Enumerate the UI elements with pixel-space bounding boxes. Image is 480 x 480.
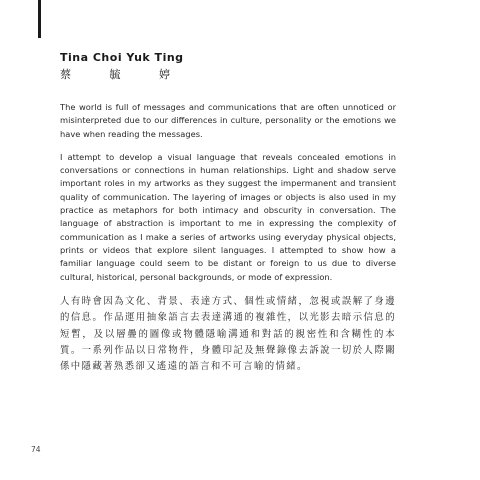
left-margin-rule: [38, 0, 41, 38]
artist-name-chinese-char: 蔡: [60, 68, 71, 81]
artist-name-chinese-char: 毓: [109, 68, 121, 81]
artist-statement: [60, 101, 396, 376]
statement-paragraph-intro: The world is full of messages and communications that are often unnoticed or misinterpreted due to our differences in culture, personality or the emotions we have when reading the messages.: [60, 102, 396, 139]
artist-name-english: Tina Choi Yuk Ting: [60, 51, 184, 64]
page-number: 74: [31, 445, 41, 454]
artist-name-chinese-char: 婷: [159, 68, 170, 81]
statement-paragraph-main: I attempt to develop a visual language that reveals concealed emotions in conversations or connections in human relationships. Light and shadow serve important roles in my artworks as they suggest the impermanent and transient quality of communication. The layering of images or objects is also used in my practice as metaphors for both intimacy and obscurity in conversation. The language of abstraction is important to me in expressing the complexity of communication as I make a series of artworks using everyday physical objects, prints or videos that explore silent languages. I attempted to show how a familiar language could seem to be distant or foreign to us due to diverse cultural, historical, personal backgrounds, or mode of expression.: [60, 151, 396, 282]
artist-name-chinese: [60, 66, 170, 82]
statement-paragraph-chinese: 人有時會因為文化、背景、表達方式、個性或情緒，忽視或誤解了身邊的信息。作品運用抽象語言去表達溝通的複雜性，以光影去暗示信息的短暫，及以層疊的圖像或物體隱喻溝通和對話的親密性和含糊性的本質。一系列作品以日常物件，身體印記及無聲錄像去訴說一切於人際關係中隱藏著熟悉卻又遙遠的語言和不可言喻的情緒。: [60, 295, 396, 373]
